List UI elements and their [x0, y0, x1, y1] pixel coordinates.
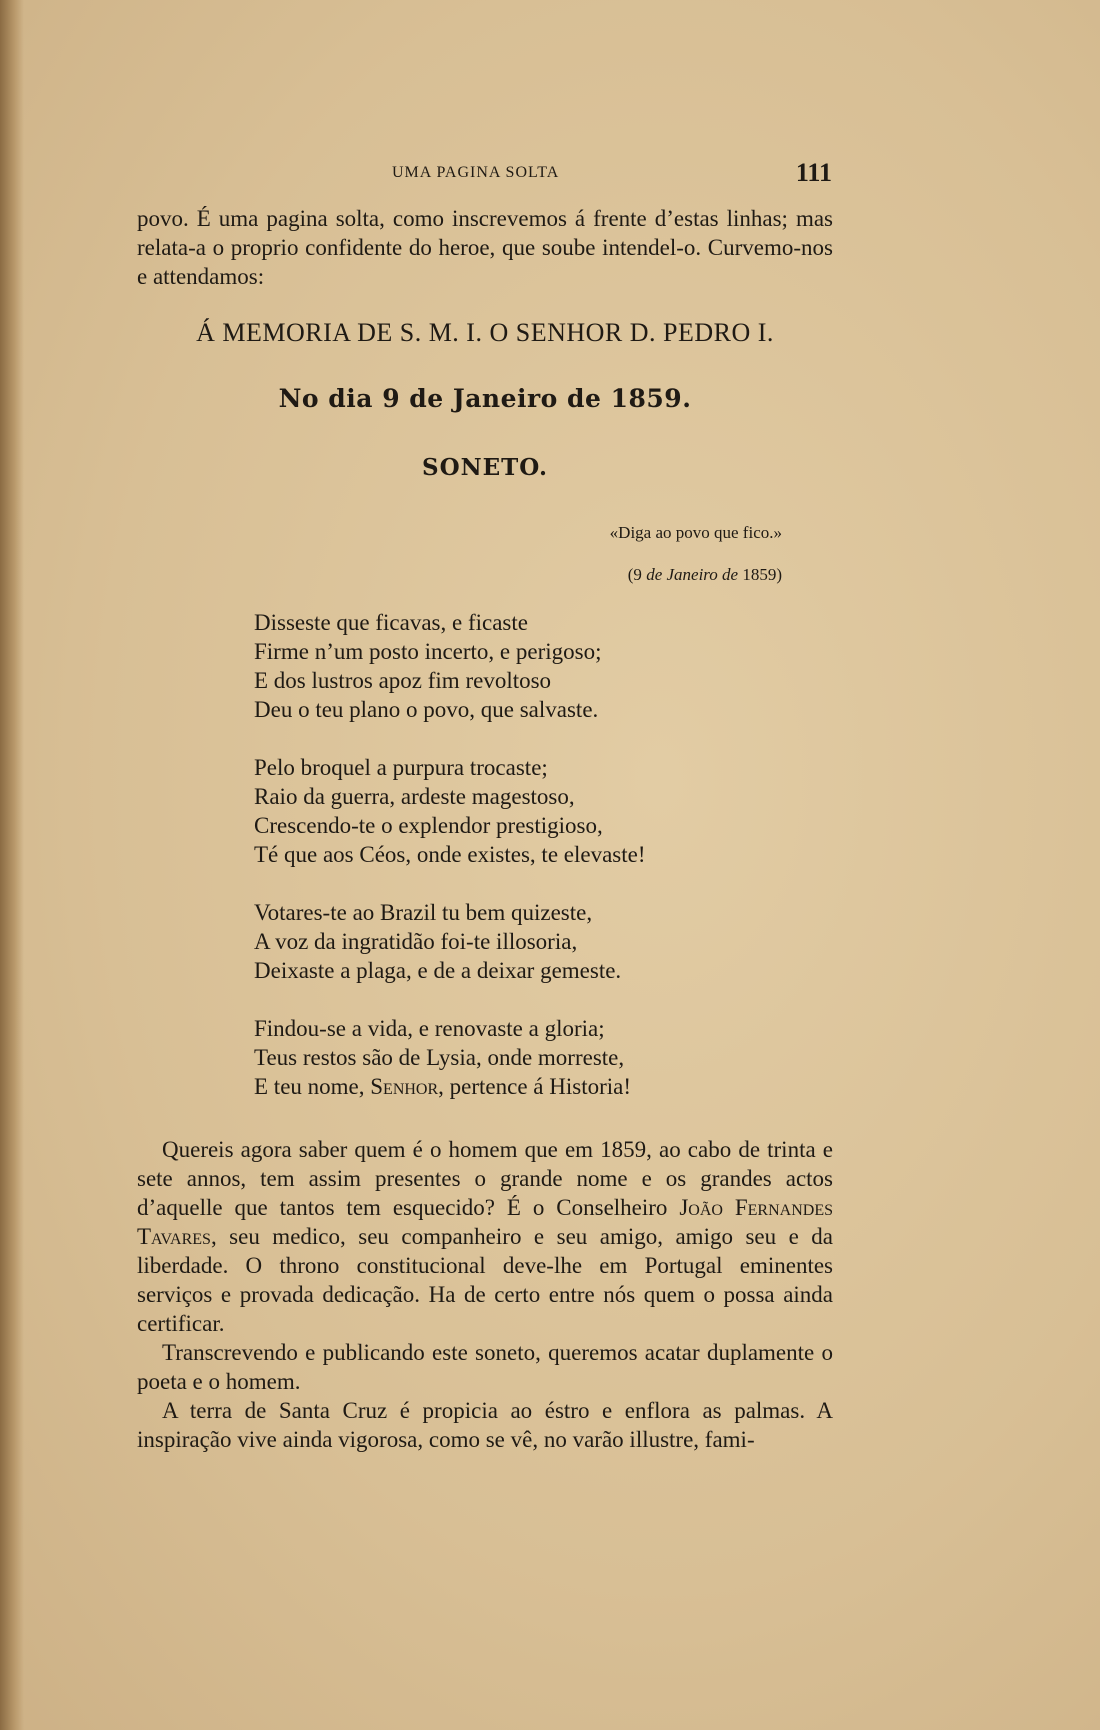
epigraph-quote: «Diga ao povo que fico.» [609, 523, 782, 542]
page-spine-edge [0, 0, 24, 1730]
last-line-after: , pertence á Historia! [438, 1074, 632, 1099]
dedication-heading: Á MEMORIA DE S. M. I. O SENHOR D. PEDRO I. [196, 318, 774, 347]
last-line-before: E teu nome, [254, 1074, 371, 1099]
poem-line: Firme n’um posto incerto, e perigoso; [254, 639, 602, 664]
epigraph-date-open: (9 [627, 565, 647, 584]
dateline-heading: No dia 9 de Janeiro de 1859. [278, 384, 692, 413]
poem-line: Crescendo-te o explendor prestigioso, [254, 813, 603, 838]
poem-line: Deu o teu plano o povo, que salvaste. [254, 697, 599, 722]
running-title: UMA PAGINA SOLTA [392, 164, 560, 181]
closing-p1-before: Quereis agora saber quem é o homem que em 1859, ao cabo de trinta e sete annos, tem assim presentes o grande nome e os grandes actos d’aquelle que tantos tem esquecido? É o Conselheiro [137, 1137, 833, 1220]
last-line-name: Senhor [370, 1074, 439, 1099]
page-header [392, 158, 832, 188]
poem-line: E dos lustros apoz fim revoltoso [254, 668, 552, 693]
closing-p1-name: João Fernandes Tavares [137, 1195, 833, 1249]
poem-line: Raio da guerra, ardeste magestoso, [254, 784, 575, 809]
intro-text: povo. É uma pagina solta, como inscrevemos á frente d’estas linhas; mas relata-a o proprio confidente do heroe, que soube intendel-o. Curvemo-nos e attendamos: [137, 206, 833, 289]
closing-text [137, 1135, 833, 1454]
closing-paragraph-1 [137, 1135, 833, 1338]
poem-line: Té que aos Céos, onde existes, te elevaste! [254, 842, 646, 867]
page-number: 111 [795, 158, 832, 187]
stanza-3 [254, 898, 774, 985]
poem-line: Pelo broquel a purpura trocaste; [254, 755, 548, 780]
poem-line: Votares-te ao Brazil tu bem quizeste, [254, 900, 593, 925]
closing-paragraph-3: A terra de Santa Cruz é propicia ao éstro e enflora as palmas. A inspiração vive ainda vigorosa, como se vê, no varão illustre, fami- [137, 1398, 833, 1452]
sonnet-poem [254, 608, 774, 1101]
epigraph-date [628, 565, 782, 585]
poem-line: A voz da ingratidão foi-te illosoria, [254, 929, 578, 954]
poem-line: Findou-se a vida, e renovaste a gloria; [254, 1016, 605, 1041]
stanza-1 [254, 608, 774, 724]
closing-paragraph-2: Transcrevendo e publicando este soneto, queremos acatar duplamente o poeta e o homem. [137, 1340, 833, 1394]
intro-paragraph [137, 204, 833, 291]
sonnet-title: SONETO. [421, 454, 548, 481]
poem-line: Deixaste a plaga, e de a deixar gemeste. [254, 958, 622, 983]
stanza-4 [254, 1014, 774, 1101]
closing-p1-after: , seu medico, seu companheiro e seu amigo, amigo seu e da liberdade. O throno constitucional deve-lhe em Portugal eminentes serviços e provada dedicação. Ha de certo entre nós quem o possa ainda certificar. [137, 1224, 833, 1336]
poem-line: Teus restos são de Lysia, onde morreste, [254, 1045, 625, 1070]
epigraph-date-italic: de Janeiro de [646, 565, 739, 584]
poem-last-line [254, 1072, 774, 1101]
poem-line: Disseste que ficavas, e ficaste [254, 610, 528, 635]
epigraph-date-close: 1859) [738, 565, 782, 584]
stanza-2 [254, 753, 774, 869]
